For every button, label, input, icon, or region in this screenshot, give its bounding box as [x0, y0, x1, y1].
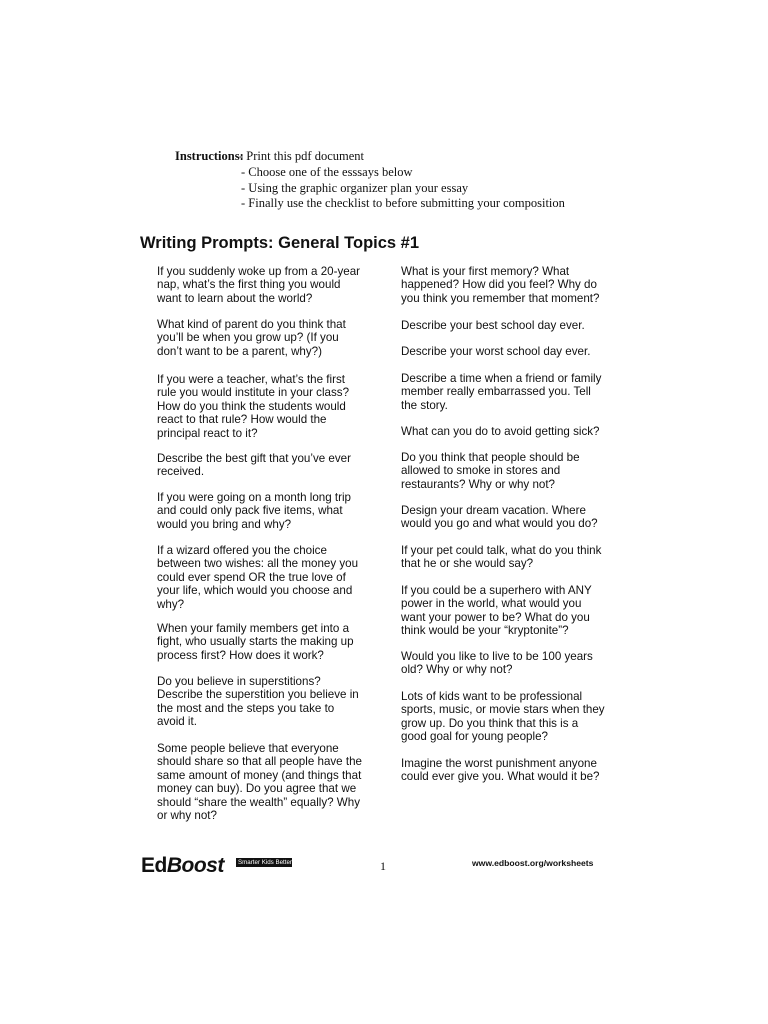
prompt-line: If you were a teacher, what’s the first — [157, 373, 345, 386]
prompt-line: If you could be a superhero with ANY — [401, 584, 592, 597]
prompt-line: would you bring and why? — [157, 517, 292, 531]
prompt-line: Some people believe that everyone — [157, 742, 339, 755]
writing-prompt — [157, 491, 351, 531]
instruction-step: - Using the graphic organizer plan your essay — [241, 180, 469, 195]
prompt-line: want to learn about the world? — [157, 291, 313, 305]
writing-prompt — [157, 675, 359, 729]
prompt-line: allowed to smoke in stores and — [401, 464, 561, 478]
prompt-line: If you suddenly woke up from a 20-year — [157, 265, 360, 278]
writing-prompt — [401, 319, 585, 332]
prompt-line: process first? How does it work? — [157, 648, 324, 662]
writing-prompt — [401, 690, 605, 744]
prompt-line: same amount of money (and things that — [157, 768, 362, 782]
prompt-line: want your power to be? What do you — [401, 610, 590, 624]
site-url: www.edboost.org/worksheets — [472, 858, 594, 868]
writing-prompt — [157, 318, 346, 358]
prompt-line: and could only pack five items, what — [157, 504, 343, 518]
writing-prompt — [157, 622, 354, 662]
writing-prompt — [401, 345, 590, 358]
prompt-line: nap, what’s the first thing you would — [157, 278, 341, 292]
writing-prompt — [401, 544, 601, 571]
prompt-line: Describe the superstition you believe in — [157, 688, 359, 702]
prompt-line: What kind of parent do you think that — [157, 318, 346, 331]
edboost-logo — [141, 854, 310, 878]
logo-boost-text: Boost — [166, 854, 224, 877]
prompt-line: received. — [157, 465, 205, 479]
prompt-line: Describe the best gift that you’ve ever — [157, 452, 351, 465]
prompt-line: react to that rule? How would the — [157, 413, 327, 427]
writing-prompt — [157, 265, 360, 305]
prompt-line: fight, who usually starts the making up — [157, 635, 354, 649]
writing-prompt — [401, 265, 599, 305]
prompt-line: When your family members get into a — [157, 622, 350, 635]
prompt-line: why? — [157, 597, 185, 611]
prompt-line: power in the world, what would you — [401, 597, 582, 611]
prompt-line: could ever give you. What would it be? — [401, 770, 600, 784]
writing-prompt — [401, 372, 601, 412]
writing-prompt — [157, 373, 349, 440]
prompt-line: Lots of kids want to be professional — [401, 690, 583, 703]
prompt-line: Would you like to live to be 100 years — [401, 650, 593, 663]
logo-ed-text: Ed — [141, 854, 167, 877]
prompt-line: Describe your worst school day ever. — [401, 345, 591, 358]
prompt-line: sports, music, or movie stars when they — [401, 703, 605, 717]
prompt-line: rule you would institute in your class? — [157, 386, 350, 400]
page-title: Writing Prompts: General Topics #1 — [140, 234, 420, 252]
prompt-line: you think you remember that moment? — [401, 291, 600, 305]
prompt-line: Do you believe in superstitions? — [157, 675, 321, 688]
prompt-line: member really embarrassed you. Tell — [401, 385, 591, 399]
prompt-line: think would be your “kryptonite”? — [401, 624, 569, 638]
prompt-line: What can you do to avoid getting sick? — [401, 425, 600, 438]
prompt-line: between two wishes: all the money you — [157, 557, 359, 571]
prompt-line: should share so that all people have the — [157, 755, 362, 769]
prompt-line: How do you think the students would — [157, 399, 346, 413]
writing-prompt — [401, 650, 593, 677]
prompt-line: Describe your best school day ever. — [401, 319, 585, 332]
logo-tagline: Smarter Kids Better World — [238, 859, 310, 866]
prompt-line: restaurants? Why or why not? — [401, 477, 556, 491]
page-number: 1 — [380, 859, 386, 873]
prompt-line: Design your dream vacation. Where — [401, 504, 586, 517]
prompt-line: the most and the steps you take to — [157, 701, 335, 715]
instructions-label: Instructions: — [175, 149, 244, 163]
prompt-line: the story. — [401, 398, 448, 412]
prompt-line: good goal for young people? — [401, 730, 548, 744]
prompt-line: grow up. Do you think that this is a — [401, 716, 579, 730]
prompt-line: happened? How did you feel? Why do — [401, 278, 597, 292]
writing-prompt — [401, 504, 598, 531]
prompt-line: money can buy). Do you agree that we — [157, 782, 357, 796]
prompt-line: If a wizard offered you the choice — [157, 544, 327, 557]
writing-prompt — [401, 757, 600, 784]
prompt-line: old? Why or why not? — [401, 663, 513, 677]
writing-prompt — [157, 544, 358, 611]
prompt-line: Do you think that people should be — [401, 451, 580, 464]
instruction-step: - Choose one of the esssays below — [241, 164, 413, 179]
prompt-line: you’ll be when you grow up? (If you — [157, 331, 339, 345]
prompt-line: avoid it. — [157, 715, 197, 729]
prompt-line: If you were going on a month long trip — [157, 491, 351, 504]
writing-prompt — [401, 425, 600, 438]
writing-prompt — [157, 742, 362, 822]
instruction-step: - Finally use the checklist to before submitting your composition — [241, 196, 565, 211]
prompt-line: Imagine the worst punishment anyone — [401, 757, 597, 770]
prompt-line: could ever spend OR the true love of — [157, 570, 346, 584]
prompt-line: your life, which would you choose and — [157, 584, 353, 598]
writing-prompt — [401, 451, 580, 491]
prompt-line: If your pet could talk, what do you think — [401, 544, 602, 557]
writing-prompt — [157, 452, 351, 479]
prompt-line: What is your first memory? What — [401, 265, 570, 278]
prompt-line: principal react to it? — [157, 426, 258, 440]
writing-prompt — [401, 584, 592, 638]
instruction-step: - Print this pdf document — [239, 149, 364, 163]
prompt-line: don’t want to be a parent, why?) — [157, 344, 322, 358]
prompt-line: Describe a time when a friend or family — [401, 372, 602, 385]
prompt-line: should “share the wealth” equally? Why — [157, 795, 360, 809]
prompt-line: that he or she would say? — [401, 557, 534, 571]
prompt-line: would you go and what would you do? — [401, 517, 598, 531]
prompt-line: or why not? — [157, 809, 217, 823]
